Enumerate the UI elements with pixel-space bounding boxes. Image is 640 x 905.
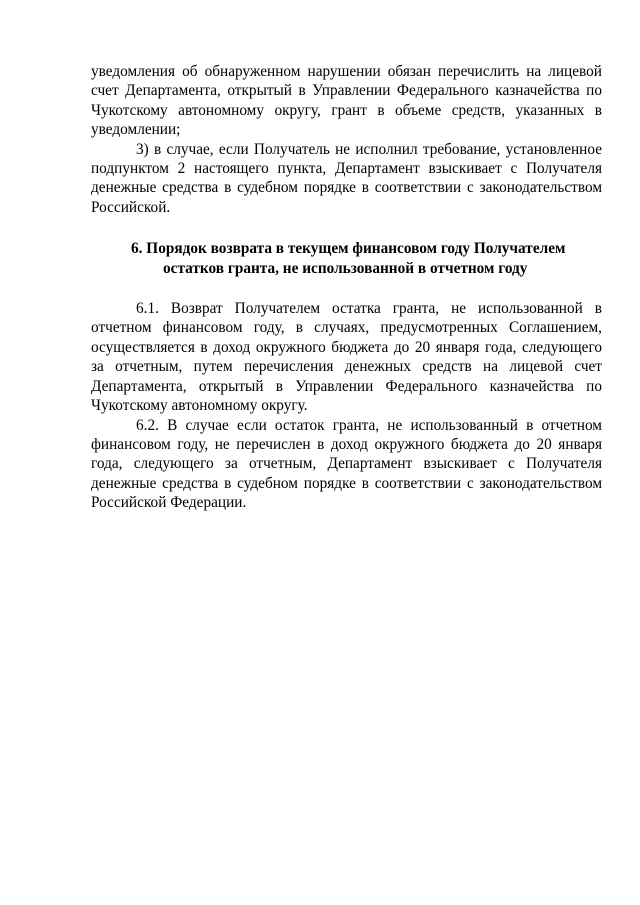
paragraph-6-2: 6.2. В случае если остаток гранта, не использованный в отчетном финансовом году, не перечислен в доход окружного бюджета до 20 января года, следующего за отчетным, Департамент взыскивает с Получателя денежные средства в судебном порядке в соответствии с законодательством Российской Федерации.: [91, 416, 602, 512]
section-heading: [91, 239, 602, 278]
paragraph-6-1: 6.1. Возврат Получателем остатка гранта, не использованной в отчетном финансовом году, в случаях, предусмотренных Соглашением, осуществляется в доход окружного бюджета до 20 января года, следующего за отчетным, путем перечисления денежных средств на лицевой счет Департамента, открытый в Управлении Федерального казначейства по Чукотскому автономному округу.: [91, 300, 602, 415]
section-heading-line-1: 6. Порядок возврата в текущем финансовом году Получателем: [131, 240, 566, 258]
paragraph-notification-continuation: уведомления об обнаруженном нарушении обязан перечислить на лицевой счет Департамента, открытый в Управлении Федерального казначейства по Чукотскому автономному округу, грант в объеме средств, указанных в уведомлении;: [91, 63, 602, 139]
section-heading-line-2: остатков гранта, не использованной в отчетном году: [163, 259, 528, 277]
paragraph-item-3: 3) в случае, если Получатель не исполнил требование, установленное подпунктом 2 настоящего пункта, Департамент взыскивает с Получателя денежные средства в судебном порядке в соответствии с законодательством Российской.: [91, 140, 602, 216]
